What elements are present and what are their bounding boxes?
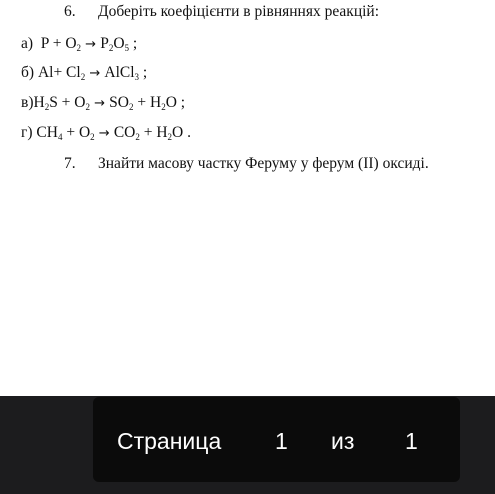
task-7-text: Знайти масову частку Феруму у ферум (II) оксиді. [98,155,429,172]
equation-d: г) $CH_4 + O_2 \to CO_2 + H_2O$ . [21,124,191,142]
equation-a: а) $P + O_2 \to P_2O_5$ ; [21,35,138,53]
page-label: Страница [117,428,222,454]
page-of-label: из [331,428,355,454]
viewer-footer [0,396,495,494]
equation-c: $в)H_2S + O_2 \to SO_2 + H_2O$ ; [21,94,186,112]
reaction-arrow-icon: → [85,66,105,81]
current-page-number: 1 [275,428,288,454]
equation-d-marker: г) [21,124,33,141]
equation-c-marker: в) [21,94,34,111]
reaction-arrow-icon: → [94,126,114,141]
reaction-arrow-icon: → [81,37,101,52]
reaction-arrow-icon: → [90,96,110,111]
equation-b-marker: б) [21,64,35,81]
page-indicator [93,397,460,482]
equation-b: б) $Al+ Cl_2$ → AlCl$_3$ ; [21,64,148,82]
task-6-text: Доберіть коефіцієнти в рівняннях реакцій: [98,3,380,20]
total-pages-number: 1 [405,428,418,454]
task-6-number: 6. [64,3,76,20]
equation-a-marker: а) [21,35,34,52]
task-7-number: 7. [64,155,76,172]
